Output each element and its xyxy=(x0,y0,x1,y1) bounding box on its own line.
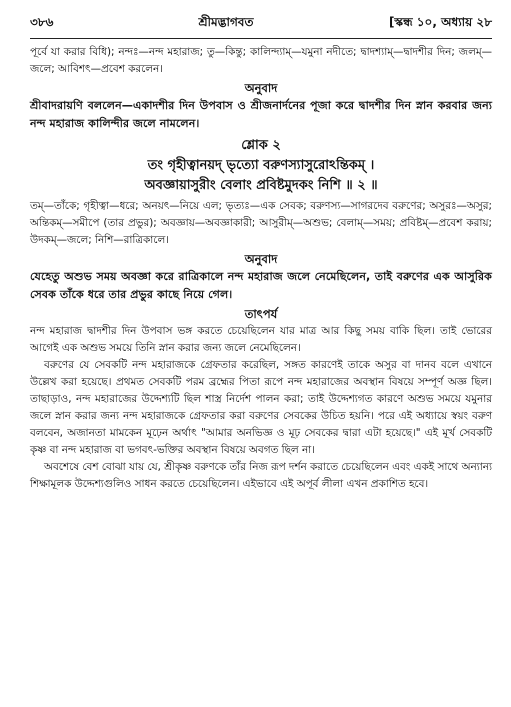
purport-paragraph: নন্দ মহারাজ দ্বাদশীর দিন উপবাস ভঙ্গ করতে চেয়েছিলেন যার মাত্র আর কিছু সময় বাকি ছিল। তাই ভোরের আগেই এক অশুভ সময়ে তিনি স্নান করার জন্য জলে নেমেছিলেন। xyxy=(30,325,492,354)
translation-heading: অনুবাদ xyxy=(244,252,278,266)
translation-heading: অনুবাদ xyxy=(244,81,278,95)
translation-text: শ্রীবাদরায়ণি বললেন—একাদশীর দিন উপবাস ও শ্রীজনার্দনের পূজা করে দ্বাদশীর দিন স্নান করবার জন্য নন্দ মহারাজ কালিন্দীর জলে নামলেন। xyxy=(30,99,492,130)
translation-text: যেহেতু অশুভ সময় অবজ্ঞা করে রাত্রিকালে নন্দ মহারাজ জলে নেমেছিলেন, তাই বরুণের এক আসুরিক সেবক তাঁকে ধরে তার প্রভুর কাছে নিয়ে গেল। xyxy=(30,270,492,301)
book-title: শ্রীমদ্ভাগবত xyxy=(198,15,254,29)
page-header xyxy=(30,14,492,39)
verse-line-2: অবজ্ঞায়াসুরীং বেলাং প্রবিষ্টমুদকং নিশি ॥ ২ ॥ xyxy=(144,178,378,193)
purport-paragraph: বরুণের যে সেবকটি নন্দ মহারাজকে গ্রেফতার করেছিল, সঙ্গত কারণেই তাকে অসুর বা দানব বলে এখানে উল্লেখ করা হয়েছে। প্রথমত সেবকটি পরম ব্রহ্মের পিতা রূপে নন্দ মহারাজের অবস্থান বিষয়ে সম্পূর্ণ অজ্ঞ ছিল। তাছাড়াও, নন্দ মহারাজের উদ্দেশ্যটি ছিল শাস্ত্র নির্দেশ পালন করা; তাই উদ্দেশ্যগত কারণে অশুভ সময়ে যমুনার জলে স্নান করার জন্য নন্দ মহারাজকে গ্রেফতার করা বরুণের সেবকের উচিত হয়নি। পরে এই অধ্যায়ে স্বয়ং বরুণ বলবেন, অজানতা মামকেন মূঢ়েন অর্থাৎ "আমার অনভিজ্ঞ ও মূঢ় সেবকের দ্বারা এটা হয়েছে।" এই মূর্খ সেবকটি কৃষ্ণ বা নন্দ মহারাজ বা ভগবৎ-ভক্তির অবস্থান বিষয়ে অবগত ছিল না। xyxy=(30,359,492,456)
synonyms-text: তম্—তাঁকে; গৃহীত্বা—ধরে; অনয়ৎ—নিয়ে এল; ভৃত্যঃ—এক সেবক; বরুণস্য—সাগরদেব বরুণের; অসুরঃ—অসুর; অন্তিকম্—সমীপে (তার প্রভুর); অবজ্ঞায়—অবজ্ঞাকারী; আসুরীম্—অশুভ; বেলাম্—সময়; প্রবিষ্টম্—প্রবেশ করায়; উদকম্—জলে; নিশি—রাত্রিকালে। xyxy=(30,200,492,246)
book-page xyxy=(30,14,492,493)
page-number: ৩৮৬ xyxy=(30,15,54,29)
verse-line-1: তং গৃহীত্বানয়দ্ ভৃত্যো বরুণস্যাসুরোঽন্তিকম্ । xyxy=(147,158,375,173)
purport-heading: তাৎপর্য xyxy=(244,307,278,321)
purport-paragraph: অবশেষে বেশ বোঝা যায় যে, শ্রীকৃষ্ণ বরুণকে তাঁর নিজ রূপ দর্শন করাতে চেয়েছিলেন এবং একই সাথে অন্যান্য শিক্ষামূলক উদ্দেশ্যগুলিও সাধন করতে চেয়েছিলেন। এইভাবে এই অপূর্ব লীলা এখন প্রকাশিত হবে। xyxy=(30,461,492,490)
intro-synonyms: পূর্বে যা করার বিধি); নন্দঃ—নন্দ মহারাজ; তু—কিন্তু; কালিন্দ্যাম্—যমুনা নদীতে; দ্বাদশ্যাম্—দ্বাদশীর দিন; জলম্—জলে; আবিশৎ—প্রবেশ করলেন। xyxy=(30,46,492,75)
chapter-reference: [স্কন্ধ ১০, অধ্যায় ২৮ xyxy=(388,15,492,29)
verse-number: শ্লোক ২ xyxy=(241,138,281,153)
